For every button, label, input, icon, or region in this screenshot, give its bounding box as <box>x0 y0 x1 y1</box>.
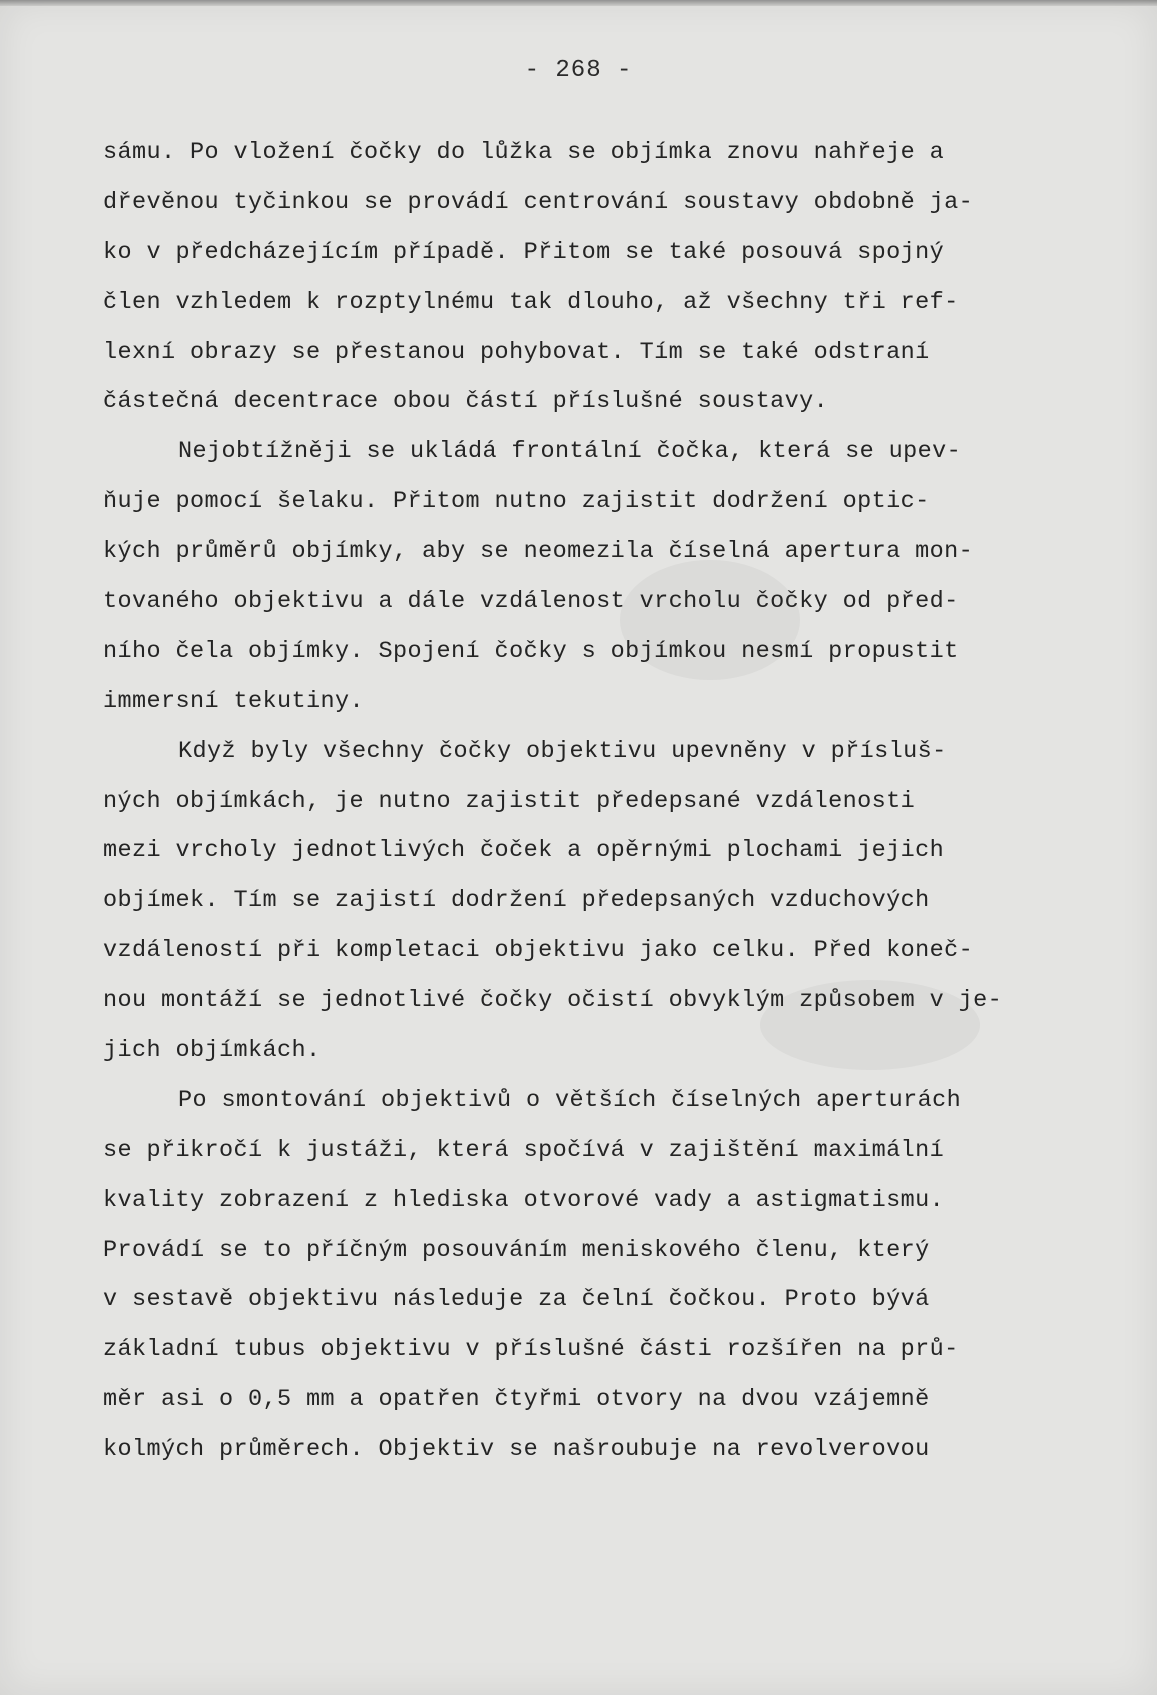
text-line: tovaného objektivu a dále vzdálenost vrcholu čočky od před- <box>103 588 959 616</box>
text-line: ního čela objímky. Spojení čočky s objímkou nesmí propustit <box>103 637 959 665</box>
page-number: - 268 - <box>524 57 633 84</box>
text-line: dřevěnou tyčinkou se provádí centrování soustavy obdobně ja- <box>103 188 974 216</box>
text-line-indented: Když byly všechny čočky objektivu upevněny v přísluš- <box>178 737 947 765</box>
text-line: ných objímkách, je nutno zajistit předepsané vzdálenosti <box>103 787 916 815</box>
text-line: mezi vrcholy jednotlivých čoček a opěrnými plochami jejich <box>103 837 945 865</box>
text-line: vzdáleností při kompletaci objektivu jako celku. Před koneč- <box>103 937 974 965</box>
text-line: se přikročí k justáži, která spočívá v zajištění maximální <box>103 1136 945 1164</box>
text-line: kvality zobrazení z hlediska otvorové vady a astigmatismu. <box>103 1186 945 1214</box>
text-line: měr asi o 0,5 mm a opatřen čtyřmi otvory na dvou vzájemně <box>103 1386 930 1414</box>
text-line: ňuje pomocí šelaku. Přitom nutno zajistit dodržení optic- <box>103 488 930 516</box>
text-line: sámu. Po vložení čočky do lůžka se objímka znovu nahřeje a <box>103 139 945 166</box>
text-line-indented: Po smontování objektivů o větších číselných aperturách <box>178 1086 962 1114</box>
text-line-indented: Nejobtížněji se ukládá frontální čočka, která se upev- <box>178 438 962 466</box>
page-top-edge <box>0 0 1157 6</box>
text-line: částečná decentrace obou částí příslušné soustavy. <box>103 388 829 416</box>
text-line: nou montáží se jednotlivé čočky očistí obvyklým způsobem v je- <box>103 987 1003 1015</box>
text-line: immersní tekutiny. <box>103 687 365 715</box>
text-line: kých průměrů objímky, aby se neomezila číselná apertura mon- <box>103 538 974 566</box>
text-line: objímek. Tím se zajistí dodržení předepsaných vzduchových <box>103 887 930 915</box>
body-text <box>103 128 1063 1475</box>
text-line: lexní obrazy se přestanou pohybovat. Tím se také odstraní <box>103 338 930 366</box>
text-line: člen vzhledem k rozptylnému tak dlouho, až všechny tři ref- <box>103 288 959 316</box>
text-line: základní tubus objektivu v příslušné části rozšířen na prů- <box>103 1336 959 1364</box>
text-line: jich objímkách. <box>103 1037 321 1065</box>
text-line: ko v předcházejícím případě. Přitom se také posouvá spojný <box>103 238 945 266</box>
text-line: kolmých průměrech. Objektiv se našroubuje na revolverovou <box>103 1436 930 1464</box>
text-line: Provádí se to příčným posouváním meniskového členu, který <box>103 1236 930 1264</box>
text-line: v sestavě objektivu následuje za čelní čočkou. Proto bývá <box>103 1286 930 1314</box>
